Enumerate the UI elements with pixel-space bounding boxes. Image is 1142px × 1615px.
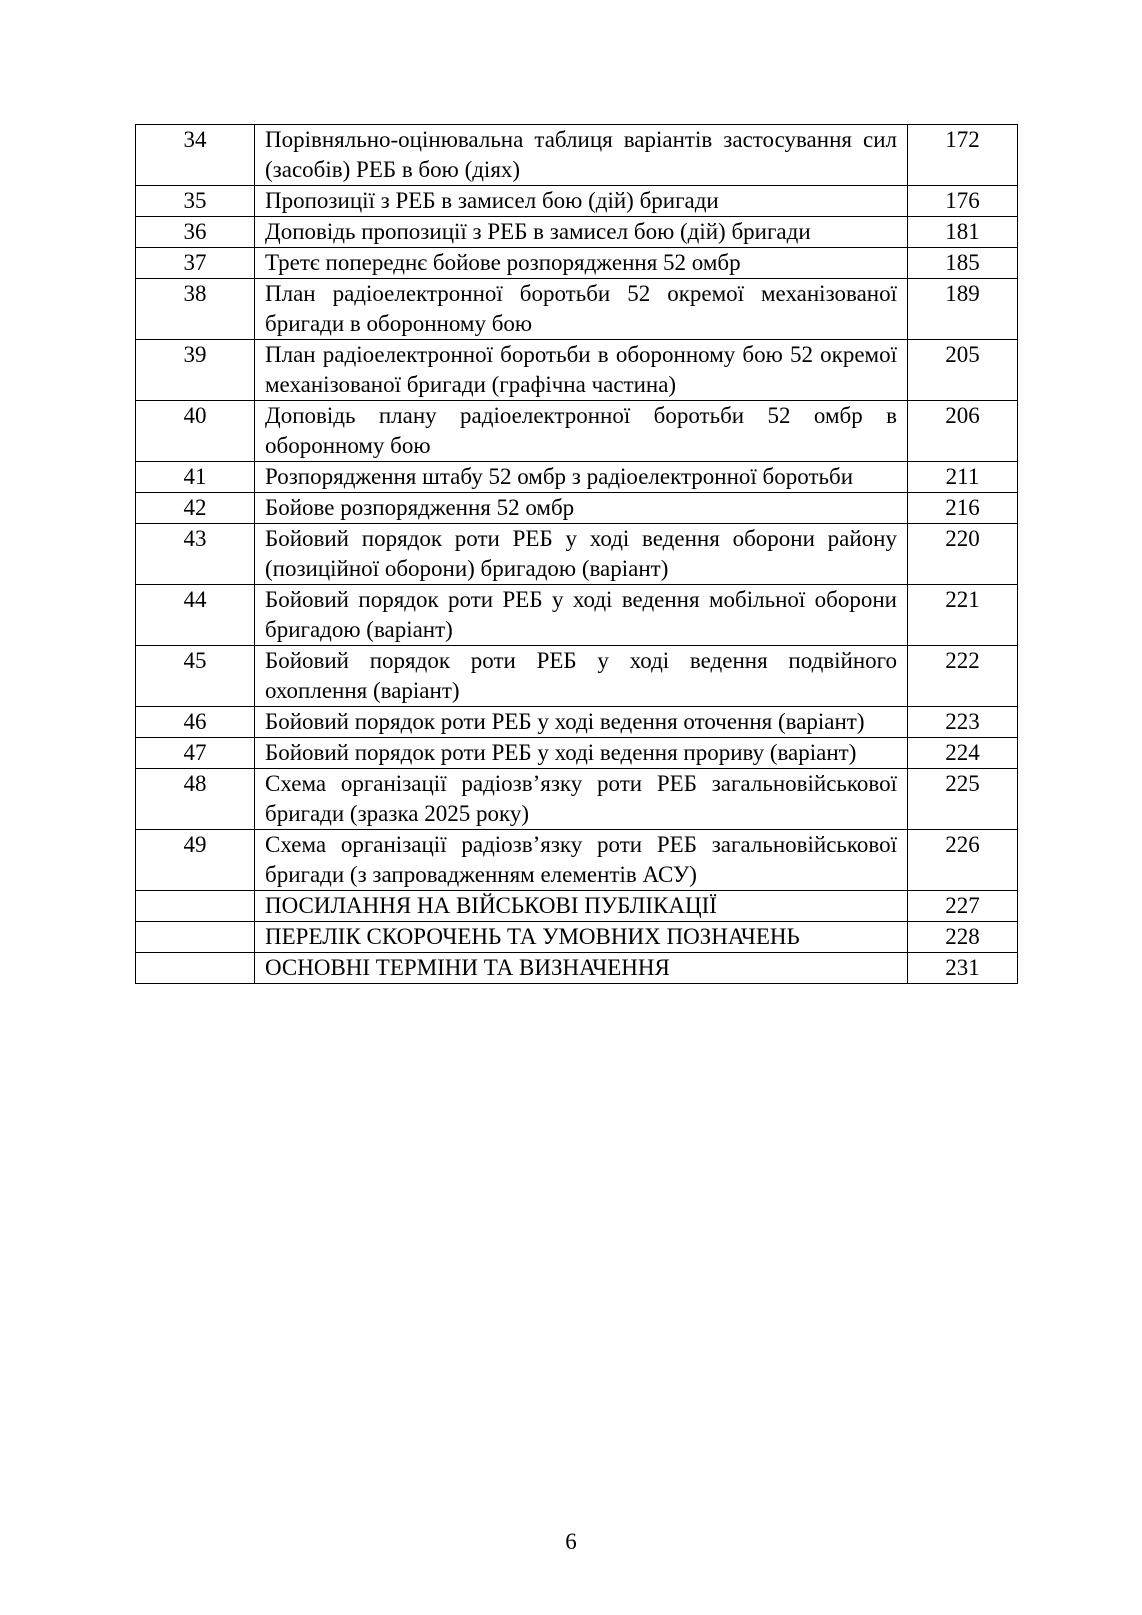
toc-row-page: 225	[908, 769, 1018, 830]
toc-row-page: 216	[908, 493, 1018, 524]
toc-row-page: 176	[908, 186, 1018, 217]
toc-row-page: 220	[908, 524, 1018, 585]
toc-row-page: 228	[908, 922, 1018, 953]
toc-row-number: 42	[136, 493, 255, 524]
toc-row-number: 43	[136, 524, 255, 585]
toc-row-number	[136, 922, 255, 953]
toc-row-number: 46	[136, 707, 255, 738]
toc-row-title: План радіоелектронної боротьби 52 окремої механізованої бригади в оборонному бою	[255, 279, 908, 340]
toc-row	[136, 524, 1018, 585]
toc-row-number	[136, 891, 255, 922]
toc-row-number: 38	[136, 279, 255, 340]
toc-row-title: Доповідь плану радіоелектронної боротьби 52 омбр в оборонному бою	[255, 401, 908, 462]
page-number: 6	[565, 1529, 577, 1554]
toc-row-number: 44	[136, 585, 255, 646]
toc-row-title: Порівняльно-оцінювальна таблиця варіантів застосування сил (засобів) РЕБ в бою (діях)	[255, 125, 908, 186]
toc-row-page: 226	[908, 830, 1018, 891]
toc-row	[136, 738, 1018, 769]
toc-row	[136, 401, 1018, 462]
toc-row-page: 189	[908, 279, 1018, 340]
toc-row-number: 39	[136, 340, 255, 401]
toc-row	[136, 891, 1018, 922]
toc-row-page: 172	[908, 125, 1018, 186]
toc-row	[136, 217, 1018, 248]
toc-row	[136, 493, 1018, 524]
toc-row-title: Бойовий порядок роти РЕБ у ході ведення оточення (варіант)	[255, 707, 908, 738]
toc-row-page: 231	[908, 953, 1018, 984]
toc-row-number: 34	[136, 125, 255, 186]
toc-row-page: 185	[908, 248, 1018, 279]
toc-row-title: Пропозиції з РЕБ в замисел бою (дій) бригади	[255, 186, 908, 217]
toc-row	[136, 830, 1018, 891]
toc-row	[136, 953, 1018, 984]
toc-row	[136, 248, 1018, 279]
toc-row-number: 37	[136, 248, 255, 279]
toc-row	[136, 462, 1018, 493]
toc-row-number: 36	[136, 217, 255, 248]
toc-row-page: 205	[908, 340, 1018, 401]
toc-row-title: Бойовий порядок роти РЕБ у ході ведення мобільної оборони бригадою (варіант)	[255, 585, 908, 646]
toc-row-number: 48	[136, 769, 255, 830]
toc-row-title: Бойовий порядок роти РЕБ у ході ведення прориву (варіант)	[255, 738, 908, 769]
toc-row-number: 49	[136, 830, 255, 891]
toc-row-page: 223	[908, 707, 1018, 738]
toc-row-title: Бойовий порядок роти РЕБ у ході ведення подвійного охоплення (варіант)	[255, 646, 908, 707]
toc-row-title: Схема організації радіозв’язку роти РЕБ загальновійськової бригади (зразка 2025 року)	[255, 769, 908, 830]
toc-row-title: Третє попереднє бойове розпорядження 52 омбр	[255, 248, 908, 279]
toc-row-title: ОСНОВНІ ТЕРМІНИ ТА ВИЗНАЧЕННЯ	[255, 953, 908, 984]
toc-row-title: Доповідь пропозиції з РЕБ в замисел бою (дій) бригади	[255, 217, 908, 248]
toc-body	[136, 125, 1018, 984]
toc-row-number: 47	[136, 738, 255, 769]
toc-row-title: Бойове розпорядження 52 омбр	[255, 493, 908, 524]
toc-row-number	[136, 953, 255, 984]
toc-row	[136, 585, 1018, 646]
toc-row-page: 227	[908, 891, 1018, 922]
toc-row	[136, 769, 1018, 830]
toc-row-page: 222	[908, 646, 1018, 707]
toc-row	[136, 279, 1018, 340]
toc-row	[136, 646, 1018, 707]
table-of-contents	[135, 124, 1018, 984]
toc-row	[136, 707, 1018, 738]
toc-row-title: ПОСИЛАННЯ НА ВІЙСЬКОВІ ПУБЛІКАЦІЇ	[255, 891, 908, 922]
toc-row	[136, 340, 1018, 401]
toc-row-number: 41	[136, 462, 255, 493]
toc-row-title: Бойовий порядок роти РЕБ у ході ведення оборони району (позиційної оборони) бригадою (варіант)	[255, 524, 908, 585]
toc-row	[136, 125, 1018, 186]
toc-row-page: 211	[908, 462, 1018, 493]
toc-row	[136, 922, 1018, 953]
toc-row-page: 206	[908, 401, 1018, 462]
toc-row-number: 45	[136, 646, 255, 707]
toc-row-title: ПЕРЕЛІК СКОРОЧЕНЬ ТА УМОВНИХ ПОЗНАЧЕНЬ	[255, 922, 908, 953]
toc-row-number: 35	[136, 186, 255, 217]
toc-row-page: 181	[908, 217, 1018, 248]
toc-row-title: Схема організації радіозв’язку роти РЕБ загальновійськової бригади (з запровадженням елементів АСУ)	[255, 830, 908, 891]
toc-row-page: 224	[908, 738, 1018, 769]
toc-row-title: Розпорядження штабу 52 омбр з радіоелектронної боротьби	[255, 462, 908, 493]
toc-row-title: План радіоелектронної боротьби в оборонному бою 52 окремої механізованої бригади (графічна частина)	[255, 340, 908, 401]
toc-row-number: 40	[136, 401, 255, 462]
toc-row	[136, 186, 1018, 217]
toc-row-page: 221	[908, 585, 1018, 646]
